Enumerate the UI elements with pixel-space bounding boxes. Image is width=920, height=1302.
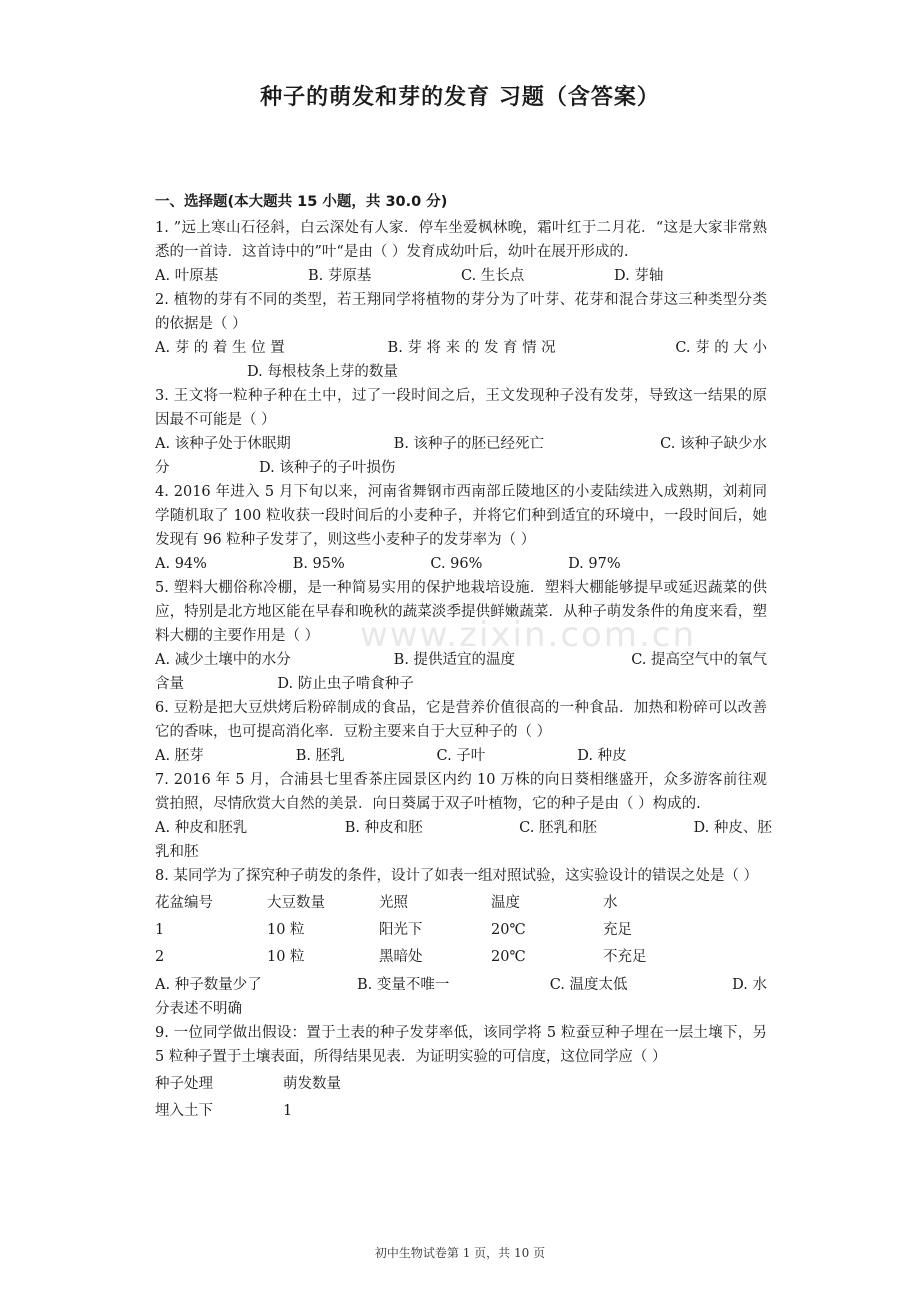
table-cell: 大豆数量	[267, 895, 325, 911]
option-a: A. 芽 的 着 生 位 置	[155, 340, 285, 356]
option-b: B. 该种子的胚已经死亡	[393, 436, 545, 452]
option-c-continued: 含量	[155, 676, 184, 692]
option-d: D. 防止虫子啃食种子	[277, 676, 414, 692]
question-5-options	[155, 648, 767, 696]
option-d: D. 芽轴	[614, 268, 664, 284]
table-cell: 萌发数量	[283, 1076, 341, 1092]
table-cell: 10 粒	[267, 949, 305, 965]
option-c: C. 提高空气中的氧气	[631, 652, 767, 668]
question-2-options	[155, 336, 767, 384]
option-c: C. 芽 的 大 小	[675, 340, 767, 356]
question-6-text: 6. 豆粉是把大豆烘烤后粉碎制成的食品，它是营养价值很高的一种食品．加热和粉碎可以改善它的香味，也可提高消化率．豆粉主要来自于大豆种子的（ ）	[155, 700, 767, 740]
question-1-options	[155, 264, 767, 288]
question-3-options	[155, 432, 767, 480]
option-a: A. 减少土壤中的水分	[155, 652, 291, 668]
option-a: A. 该种子处于休眠期	[155, 436, 291, 452]
option-d: D. 每根枝条上芽的数量	[247, 364, 398, 380]
option-c: C. 生长点	[461, 268, 525, 284]
table-cell: 充足	[603, 922, 632, 938]
question-7-options	[155, 816, 772, 864]
question-4-text: 4. 2016 年进入 5 月下旬以来，河南省舞钢市西南部丘陵地区的小麦陆续进入成熟期，刘莉同学随机取了 100 粒收获一段时间后的小麦种子，并将它们种到适宜的环境中，一段时间后，她发现有 96 粒种子发芽了，则这些小麦种子的发芽率为（ ）	[155, 484, 767, 548]
option-d-continued: 乳和胚	[155, 844, 199, 860]
table-cell: 花盆编号	[155, 895, 213, 911]
option-d: D. 97%	[568, 556, 621, 572]
page-footer: 初中生物试卷第 1 页，共 10 页	[374, 1246, 546, 1260]
watermark: www.zixin.com.cn	[360, 615, 696, 655]
option-b: B. 胚乳	[295, 748, 345, 764]
option-c: C. 胚乳和胚	[519, 820, 597, 836]
option-c: C. 96%	[430, 556, 483, 572]
option-b: B. 种皮和胚	[344, 820, 423, 836]
table-cell: 阳光下	[379, 922, 423, 938]
question-8-options	[155, 973, 767, 1021]
option-c: C. 子叶	[436, 748, 486, 764]
page-title: 种子的萌发和芽的发育 习题（含答案）	[260, 85, 660, 110]
question-2-text: 2. 植物的芽有不同的类型，若王翔同学将植物的芽分为了叶芽、花芽和混合芽这三种类型分类的依据是（ ）	[155, 292, 767, 332]
option-c: C. 温度太低	[549, 977, 628, 993]
table-cell: 黑暗处	[379, 949, 423, 965]
table-cell: 温度	[491, 895, 520, 911]
section-heading: 一、选择题(本大题共 15 小题，共 30.0 分)	[155, 194, 448, 210]
option-d: D. 种皮、胚	[693, 820, 772, 836]
table-cell: 1	[155, 922, 165, 938]
question-1-text: 1. ”远上寒山石径斜，白云深处有人家．停车坐爱枫林晚，霜叶红于二月花．“这是大家非常熟悉的一首诗．这首诗中的”叶“是由（ ）发育成幼叶后，幼叶在展开形成的.	[155, 220, 767, 260]
option-b: B. 提供适宜的温度	[393, 652, 516, 668]
option-a: A. 叶原基	[155, 268, 219, 284]
table-cell: 种子处理	[155, 1076, 213, 1092]
question-6-options	[155, 744, 767, 768]
option-b: B. 芽 将 来 的 发 育 情 况	[387, 340, 556, 356]
table-cell: 光照	[379, 895, 408, 911]
table-cell: 2	[155, 949, 165, 965]
option-b: B. 芽原基	[308, 268, 372, 284]
option-a: A. 胚芽	[155, 748, 204, 764]
option-b: B. 95%	[292, 556, 345, 572]
option-d: D. 种皮	[577, 748, 627, 764]
question-9-table	[155, 1071, 767, 1125]
question-7-text: 7. 2016 年 5 月，合浦县七里香茶庄园景区内约 10 万株的向日葵相继盛开，众多游客前往观赏拍照，尽情欣赏大自然的美景．向日葵属于双子叶植物，它的种子是由（ ）构成的.	[155, 772, 767, 812]
table-cell: 20℃	[491, 949, 526, 965]
option-d: D. 水	[732, 977, 767, 993]
question-list	[155, 190, 772, 1127]
question-4-options	[155, 552, 767, 576]
question-8-table	[155, 890, 767, 971]
option-c: C. 该种子缺少水	[660, 436, 767, 452]
table-cell: 20℃	[491, 922, 526, 938]
option-d: D. 该种子的子叶损伤	[259, 460, 396, 476]
table-cell: 不充足	[603, 949, 647, 965]
question-8-text: 8. 某同学为了探究种子萌发的条件，设计了如表一组对照试验，这实验设计的错误之处是（ ）	[155, 868, 759, 884]
option-b: B. 变量不唯一	[356, 977, 450, 993]
option-d-continued: 分表述不明确	[155, 1001, 242, 1017]
option-a: A. 94%	[155, 556, 207, 572]
option-a: A. 种子数量少了	[155, 977, 262, 993]
question-5-text: 5. 塑料大棚俗称冷棚，是一种简易实用的保护地栽培设施．塑料大棚能够提早或延迟蔬菜的供应，特别是北方地区能在早春和晚秋的蔬菜淡季提供鲜嫩蔬菜．从种子萌发条件的角度来看，塑料大棚的主要作用是（ ）	[155, 580, 767, 644]
option-a: A. 种皮和胚乳	[155, 820, 248, 836]
question-3-text: 3. 王文将一粒种子种在土中，过了一段时间之后，王文发现种子没有发芽，导致这一结果的原因最不可能是（ ）	[155, 388, 767, 428]
table-cell: 埋入土下	[155, 1103, 213, 1119]
option-c-continued: 分	[155, 460, 170, 476]
table-cell: 水	[603, 895, 618, 911]
table-cell: 1	[283, 1103, 293, 1119]
table-cell: 10 粒	[267, 922, 305, 938]
question-9-text: 9. 一位同学做出假设：置于土表的种子发芽率低，该同学将 5 粒蚕豆种子埋在一层土壤下，另 5 粒种子置于土壤表面，所得结果见表．为证明实验的可信度，这位同学应（ ）	[155, 1025, 767, 1065]
